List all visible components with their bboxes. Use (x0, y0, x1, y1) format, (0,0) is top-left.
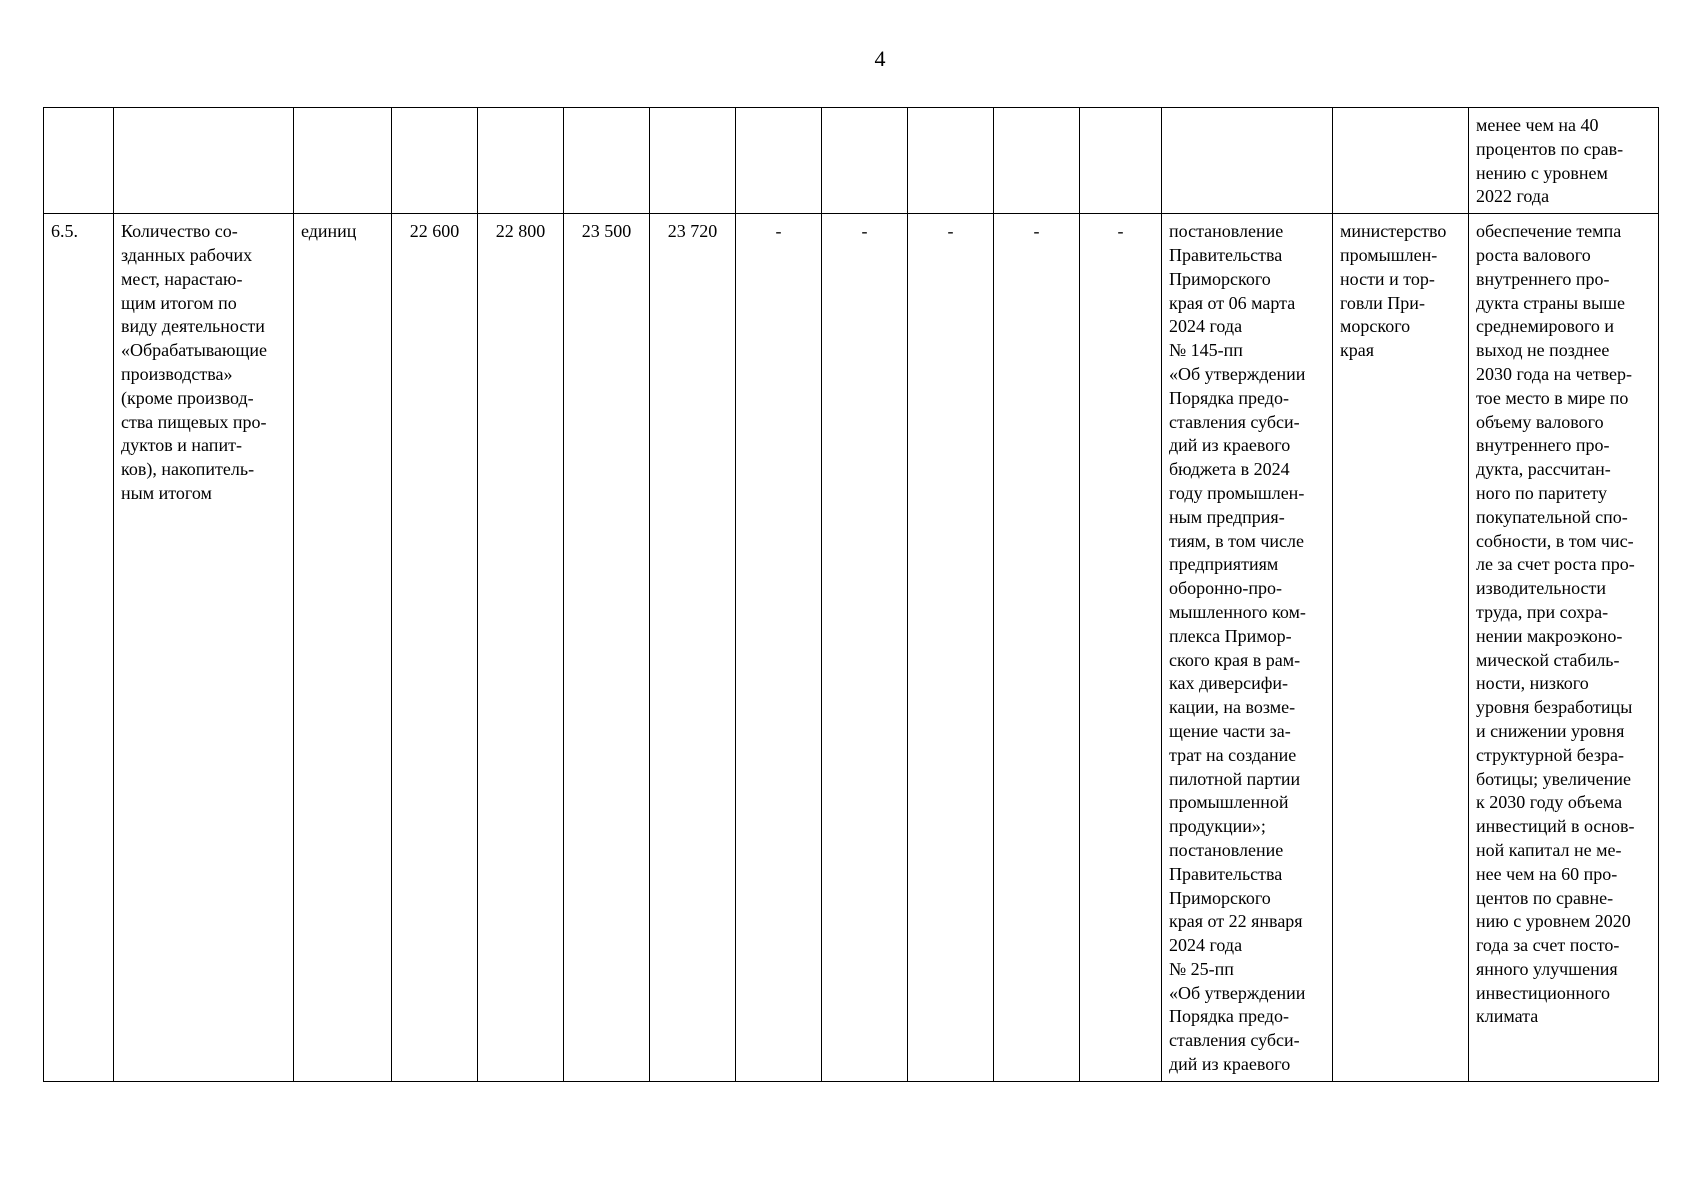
cell-document: постановление Правительства Приморского края от 06 марта 2024 года № 145-пп «Об утверждении Порядка предо- ставления субси- дий из краевого бюджета в 2024 году промышлен- ным предприя- тиям, в том числе предприятиям оборонно-про- мышленного ком- плекса Примор- ского края в рам- ках диверсифи- кации, на возме- щение части за- трат на создание пилотной партии промышленной продукции»; постановление Правительства Приморского края от 22 января 2024 года № 25-пп «Об утверждении Порядка предо- ставления субси- дий из краевого (1162, 214, 1333, 1082)
table-row (44, 108, 1659, 214)
cell-value-2: 22 800 (478, 214, 564, 1082)
indicators-table (43, 107, 1659, 1082)
cell-value-6 (822, 108, 908, 214)
cell-value-9: - (1080, 214, 1162, 1082)
cell-value-4: 23 720 (650, 214, 736, 1082)
cell-number: 6.5. (44, 214, 114, 1082)
cell-value-2 (478, 108, 564, 214)
cell-document (1162, 108, 1333, 214)
cell-goal: менее чем на 40 процентов по срав- нению с уровнем 2022 года (1469, 108, 1659, 214)
cell-value-1 (392, 108, 478, 214)
cell-number (44, 108, 114, 214)
cell-value-9 (1080, 108, 1162, 214)
cell-responsible (1333, 108, 1469, 214)
cell-indicator (114, 108, 294, 214)
page-number: 4 (874, 46, 886, 71)
cell-indicator: Количество со- зданных рабочих мест, нарастаю- щим итогом по виду деятельности «Обрабатывающие производства» (кроме производ- ства пищевых про- дуктов и напит- ков), накопитель- ным итогом (114, 214, 294, 1082)
cell-value-4 (650, 108, 736, 214)
cell-value-5 (736, 108, 822, 214)
cell-value-7 (908, 108, 994, 214)
cell-value-3: 23 500 (564, 214, 650, 1082)
cell-value-6: - (822, 214, 908, 1082)
cell-value-3 (564, 108, 650, 214)
cell-value-8 (994, 108, 1080, 214)
cell-unit: единиц (294, 214, 392, 1082)
cell-unit (294, 108, 392, 214)
cell-value-1: 22 600 (392, 214, 478, 1082)
cell-value-7: - (908, 214, 994, 1082)
cell-value-8: - (994, 214, 1080, 1082)
cell-goal: обеспечение темпа роста валового внутреннего про- дукта страны выше среднемирового и выход не позднее 2030 года на четвер- тое место в мире по объему валового внутреннего про- дукта, рассчитан- ного по паритету покупательной спо- собности, в том чис- ле за счет роста про- изводительности труда, при сохра- нении макроэконо- мической стабиль- ности, низкого уровня безработицы и снижении уровня структурной безра- ботицы; увеличение к 2030 году объема инвестиций в основ- ной капитал не ме- нее чем на 60 про- центов по сравне- нию с уровнем 2020 года за счет посто- янного улучшения инвестиционного климата (1469, 214, 1659, 1082)
cell-value-5: - (736, 214, 822, 1082)
table-row (44, 214, 1659, 1082)
cell-responsible: министерство промышлен- ности и тор- говли При- морского края (1333, 214, 1469, 1082)
